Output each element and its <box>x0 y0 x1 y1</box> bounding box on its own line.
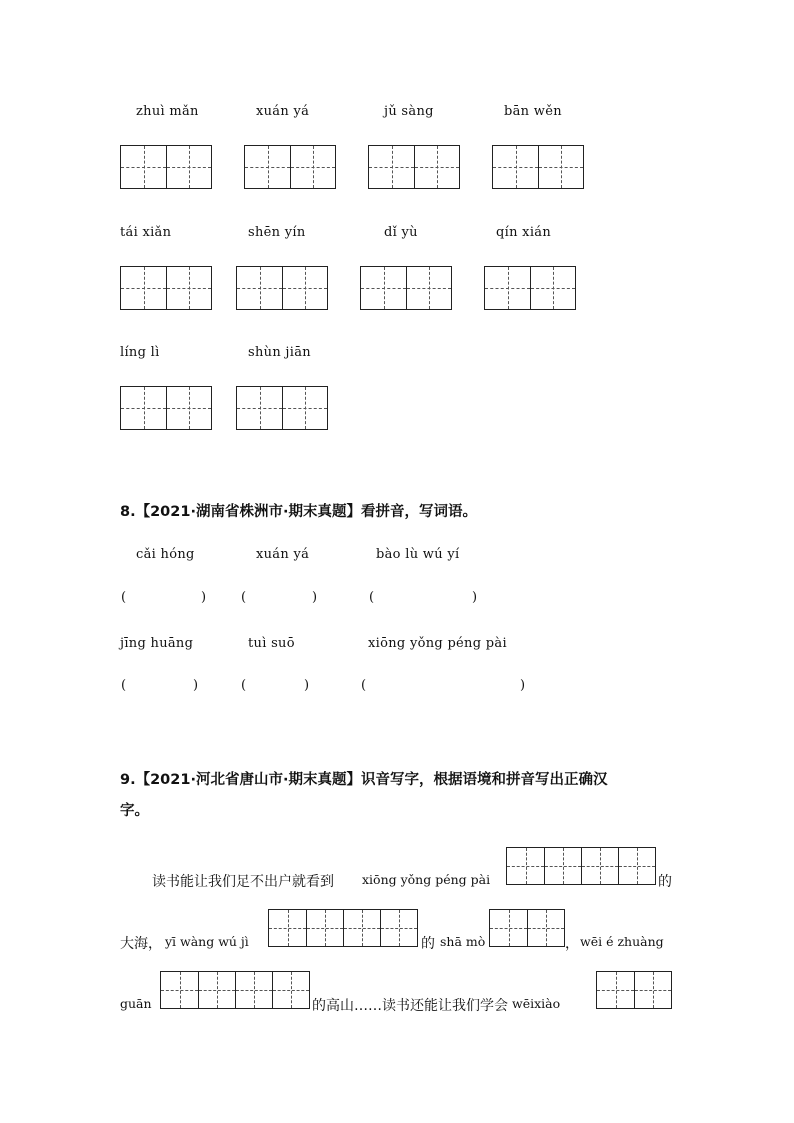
open-paren: ( <box>121 590 127 605</box>
question-9-title-line1: 9.【2021·河北省唐山市·期末真题】识音写字，根据语境和拼音写出正确汉 <box>120 772 608 788</box>
pinyin-label: xuán yá <box>256 104 310 119</box>
pinyin-label: zhuì mǎn <box>136 104 199 119</box>
passage-text: 的 <box>658 874 672 890</box>
pinyin-label: wēixiào <box>512 996 561 1011</box>
pinyin-label: qín xián <box>496 225 551 240</box>
pinyin-label: shā mò <box>440 934 486 949</box>
writing-grid[interactable] <box>268 909 418 947</box>
passage-text: 大海， <box>120 936 162 952</box>
question-9-title-line2: 字。 <box>120 803 149 819</box>
pinyin-label: jīng huāng <box>120 636 194 651</box>
writing-grid[interactable] <box>244 145 336 189</box>
writing-grid[interactable] <box>484 266 576 310</box>
writing-grid[interactable] <box>120 145 212 189</box>
writing-grid[interactable] <box>120 266 212 310</box>
pinyin-label: shēn yín <box>248 225 306 240</box>
pinyin-label: xiōng yǒng péng pài <box>368 636 507 651</box>
writing-grid[interactable] <box>160 971 310 1009</box>
writing-grid[interactable] <box>596 971 672 1009</box>
writing-grid[interactable] <box>120 386 212 430</box>
pinyin-label: tái xiǎn <box>120 225 172 240</box>
writing-grid[interactable] <box>236 386 328 430</box>
pinyin-label: xuán yá <box>256 547 310 562</box>
writing-grid[interactable] <box>489 909 565 947</box>
pinyin-label: wēi é zhuàng <box>580 934 664 949</box>
writing-grid[interactable] <box>492 145 584 189</box>
pinyin-label: cǎi hóng <box>136 547 195 562</box>
close-paren: ) <box>472 590 478 605</box>
pinyin-label: bào lù wú yí <box>376 547 460 562</box>
writing-grid[interactable] <box>360 266 452 310</box>
open-paren: ( <box>121 678 127 693</box>
pinyin-label: yī wàng wú jì <box>165 934 249 949</box>
writing-grid[interactable] <box>368 145 460 189</box>
close-paren: ) <box>520 678 526 693</box>
pinyin-label: dǐ yù <box>384 225 418 240</box>
pinyin-label: xiōng yǒng péng pài <box>362 872 491 887</box>
pinyin-label: líng lì <box>120 345 160 360</box>
close-paren: ) <box>193 678 199 693</box>
close-paren: ) <box>304 678 310 693</box>
question-8-title: 8.【2021·湖南省株洲市·期末真题】看拼音，写词语。 <box>120 504 477 520</box>
passage-text: 的 <box>421 936 435 952</box>
pinyin-label: tuì suō <box>248 636 295 651</box>
writing-grid[interactable] <box>506 847 656 885</box>
pinyin-label: jǔ sàng <box>384 104 434 119</box>
passage-text: ， <box>565 936 579 952</box>
close-paren: ) <box>201 590 207 605</box>
pinyin-label: bān wěn <box>504 104 562 119</box>
passage-text: 读书能让我们足不出户就看到 <box>152 874 334 890</box>
pinyin-label: guān <box>120 996 152 1011</box>
open-paren: ( <box>369 590 375 605</box>
writing-grid[interactable] <box>236 266 328 310</box>
open-paren: ( <box>241 590 247 605</box>
close-paren: ) <box>312 590 318 605</box>
passage-text: 的高山……读书还能让我们学会 <box>312 998 508 1014</box>
open-paren: ( <box>361 678 367 693</box>
pinyin-label: shùn jiān <box>248 345 311 360</box>
open-paren: ( <box>241 678 247 693</box>
